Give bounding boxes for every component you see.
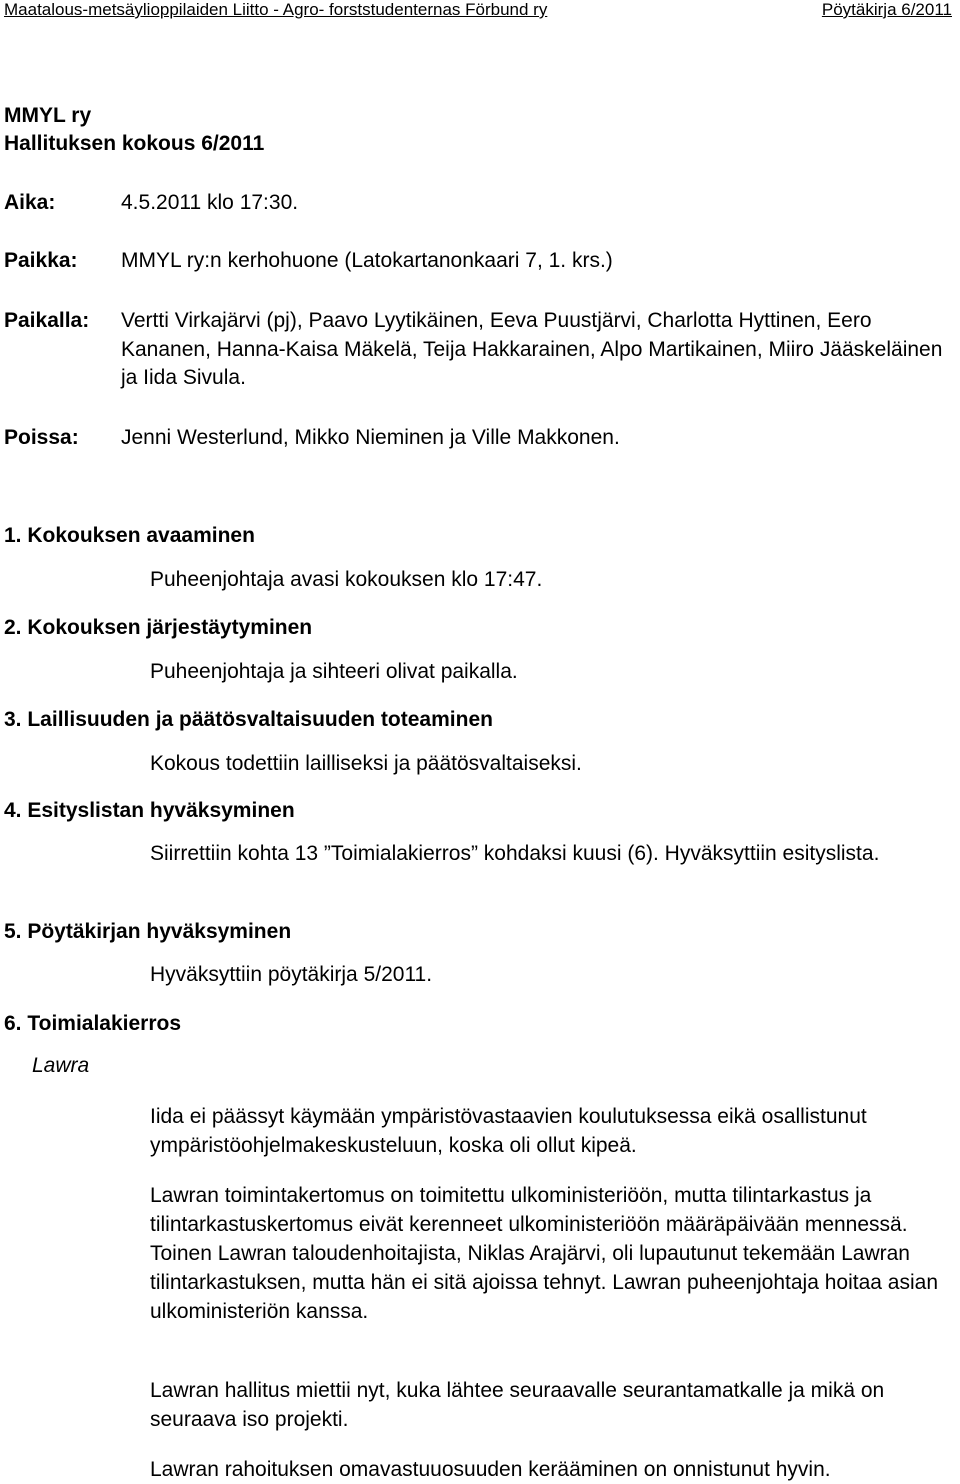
present-label: Paikalla: (4, 309, 90, 332)
section-6-title: 6. Toimialakierros (4, 1012, 182, 1035)
section-1-title: 1. Kokouksen avaaminen (4, 524, 255, 547)
organization-name: MMYL ry (4, 104, 92, 127)
section-2-body: Puheenjohtaja ja sihteeri olivat paikalla. (150, 660, 518, 683)
lawra-paragraph: Lawran toimintakertomus on toimitettu ulkoministeriöön, mutta tilintarkastus ja tilintarkastuskertomus eivät kerenneet ulkoministeriöön määräpäivään mennessä. Toinen Lawran taloudenhoitajista, Niklas Arajärvi, oli lupautunut tekemään Lawran tilintarkastuksen, mutta hän ei sitä ajoissa tehnyt. Lawran puheenjohtaja hoitaa asian ulkoministeriön kanssa. (150, 1184, 938, 1323)
lawra-paragraph: Iida ei päässyt käymään ympäristövastaavien koulutuksessa eikä osallistunut ympäristöohjelmakeskusteluun, koska oli ollut kipeä. (150, 1105, 867, 1157)
absent-value: Jenni Westerlund, Mikko Nieminen ja Ville Makkonen. (121, 426, 620, 449)
place-label: Paikka: (4, 249, 78, 272)
place-value: MMYL ry:n kerhohuone (Latokartanonkaari 7, 1. krs.) (121, 249, 613, 272)
section-4-title: 4. Esityslistan hyväksyminen (4, 799, 295, 822)
section-1-body: Puheenjohtaja avasi kokouksen klo 17:47. (150, 568, 543, 591)
lawra-paragraph: Lawran rahoituksen omavastuuosuuden kerääminen on onnistunut hyvin. (150, 1458, 831, 1481)
present-value: Vertti Virkajärvi (pj), Paavo Lyytikäinen, Eeva Puustjärvi, Charlotta Hyttinen, Eero Kananen, Hanna-Kaisa Mäkelä, Teija Hakkarainen, Alpo Martikainen, Miiro Jääskeläinen ja Iida Sivula. (121, 309, 943, 389)
page-header (4, 0, 952, 24)
section-5-body: Hyväksyttiin pöytäkirja 5/2011. (150, 963, 433, 986)
section-2-title: 2. Kokouksen järjestäytyminen (4, 616, 313, 639)
subsection-lawra-title: Lawra (32, 1054, 90, 1077)
time-value: 4.5.2011 klo 17:30. (121, 191, 299, 214)
time-label: Aika: (4, 191, 56, 214)
lawra-paragraph: Lawran hallitus miettii nyt, kuka lähtee seuraavalle seurantamatkalle ja mikä on seuraava iso projekti. (150, 1379, 885, 1431)
section-4-body: Siirrettiin kohta 13 ”Toimialakierros” kohdaksi kuusi (6). Hyväksyttiin esityslista. (150, 842, 880, 865)
section-3-body: Kokous todettiin lailliseksi ja päätösvaltaiseksi. (150, 752, 582, 775)
section-3-title: 3. Laillisuuden ja päätösvaltaisuuden toteaminen (4, 708, 493, 731)
header-document-id: Pöytäkirja 6/2011 (821, 0, 952, 19)
meeting-title: Hallituksen kokous 6/2011 (4, 132, 265, 155)
absent-label: Poissa: (4, 426, 79, 449)
section-5-title: 5. Pöytäkirjan hyväksyminen (4, 920, 292, 943)
header-organization: Maatalous-metsäylioppilaiden Liitto - Agro- forststudenternas Förbund ry (4, 0, 548, 19)
